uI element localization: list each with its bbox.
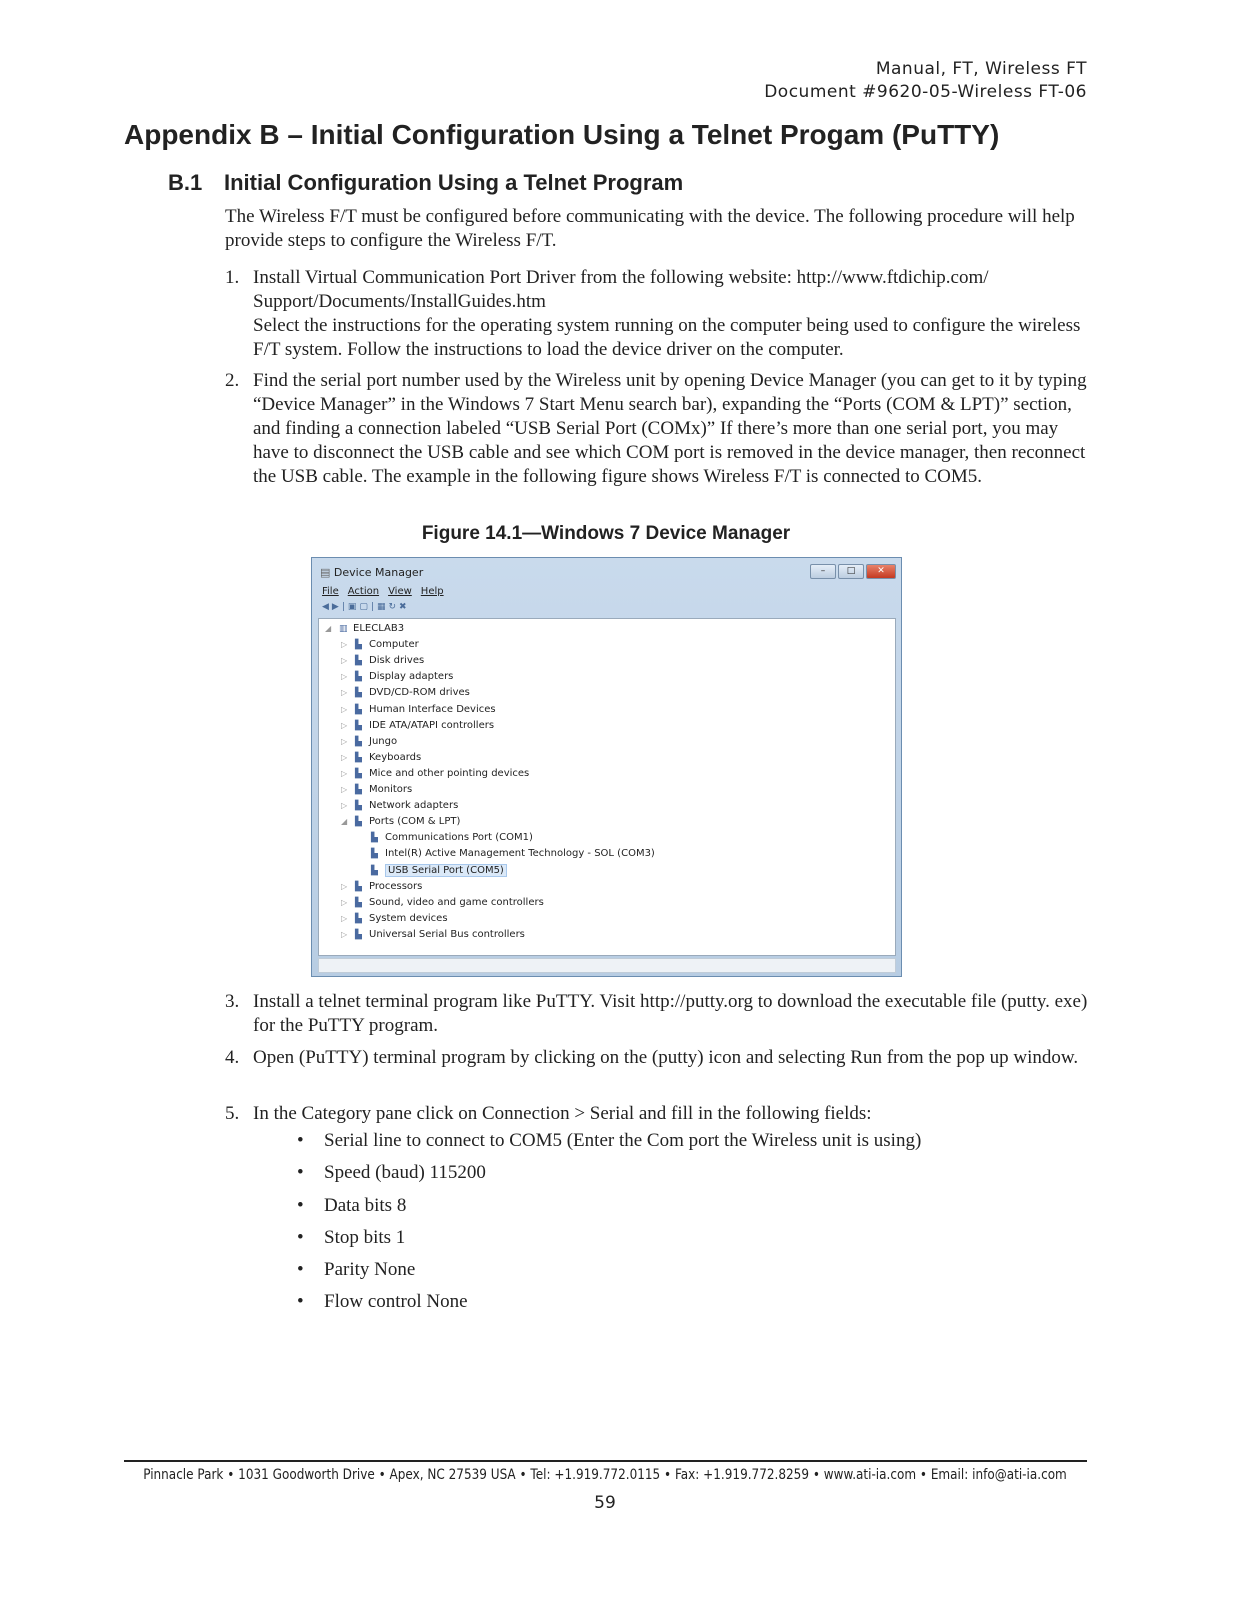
tree-item-label: Sound, video and game controllers	[369, 896, 544, 908]
tree-item-label: Computer	[369, 639, 419, 651]
header-document: Document #9620-05-Wireless FT-06	[764, 82, 1087, 102]
tree-item-label: Intel(R) Active Management Technology - SOL (COM3)	[385, 848, 655, 860]
bullet-icon: •	[297, 1162, 304, 1183]
back-icon[interactable]: ◀	[322, 602, 332, 612]
maximize-button[interactable]: □	[838, 564, 864, 579]
step-4	[225, 1046, 1095, 1070]
expand-toggle-icon[interactable]: ▷	[341, 881, 348, 891]
device-icon: ▙	[355, 640, 362, 651]
menu-help[interactable]: Help	[420, 586, 444, 597]
tree-item-label: DVD/CD-ROM drives	[369, 687, 470, 699]
footer-divider	[124, 1460, 1087, 1462]
bullet-text: Serial line to connect to COM5 (Enter the Com port the Wireless unit is using)	[324, 1130, 922, 1151]
bullet-icon: •	[297, 1195, 304, 1216]
tree-item[interactable]	[341, 734, 397, 750]
toolbar: ◀▶|▣▢|▦↻✖	[322, 602, 410, 612]
tree-item-label: Display adapters	[369, 671, 454, 683]
step-2	[225, 369, 1095, 489]
device-icon: ▥	[339, 624, 348, 634]
tree-item-label: Processors	[369, 880, 423, 892]
bullet-text: Speed (baud) 115200	[324, 1162, 486, 1183]
close-button[interactable]: ✕	[866, 564, 896, 579]
device-icon: ▙	[355, 785, 362, 795]
menu-action[interactable]: Action	[347, 586, 380, 597]
bullet-icon: •	[297, 1291, 304, 1312]
tree-item[interactable]	[341, 766, 529, 782]
device-icon: ▙	[355, 704, 362, 715]
device-manager-screenshot	[311, 557, 902, 977]
device-icon: ▙	[371, 833, 378, 844]
footer-contact: Pinnacle Park • 1031 Goodworth Drive • Apex, NC 27539 USA • Tel: +1.919.772.0115 • Fax: +1.919.772.8259 • www.ati-ia.com • Email: info@ati-ia.com	[143, 1467, 1067, 1483]
bullet-icon: •	[297, 1259, 304, 1280]
step-text: Open (PuTTY) terminal program by clicking on the (putty) icon and selecting Run from the pop up window.	[253, 1047, 1079, 1068]
bullet-text: Parity None	[324, 1259, 416, 1280]
minimize-button[interactable]: –	[810, 564, 836, 579]
menu-view[interactable]: View	[388, 586, 412, 597]
tree-item[interactable]	[341, 927, 525, 943]
step-number: 1.	[225, 267, 240, 288]
header-manual: Manual, FT, Wireless FT	[875, 59, 1087, 79]
bullet-text: Data bits 8	[324, 1195, 407, 1216]
tree-port-item[interactable]	[357, 863, 507, 879]
expand-toggle-icon[interactable]: ◢	[325, 624, 332, 633]
bullet-item	[297, 1129, 921, 1153]
expand-toggle-icon[interactable]: ▷	[341, 801, 348, 811]
tree-port-item[interactable]	[357, 846, 655, 862]
properties-icon[interactable]: ▣	[347, 602, 360, 612]
step-number: 4.	[225, 1047, 240, 1068]
menu-file[interactable]: File	[322, 586, 339, 597]
tree-root[interactable]	[325, 621, 404, 637]
tree-item-label: Jungo	[369, 735, 398, 747]
tree-item[interactable]	[341, 814, 460, 830]
device-icon: ▙	[371, 865, 378, 876]
update-driver-icon[interactable]: ↻	[388, 602, 400, 612]
window-title	[320, 566, 423, 579]
device-icon: ▙	[355, 688, 362, 699]
scan-icon[interactable]: ▦	[376, 602, 389, 612]
device-icon: ▙	[355, 801, 362, 812]
step-3	[225, 990, 1095, 1038]
device-manager-icon: ▤	[320, 566, 334, 579]
device-icon: ▙	[355, 752, 362, 763]
window-title-text: Device Manager	[333, 566, 424, 579]
expand-toggle-icon[interactable]: ◢	[341, 817, 348, 827]
device-icon: ▙	[371, 849, 378, 860]
tree-item[interactable]	[341, 669, 453, 685]
tree-item[interactable]	[341, 637, 419, 653]
device-icon: ▙	[355, 817, 362, 828]
page-number: 59	[594, 1493, 616, 1513]
expand-toggle-icon[interactable]: ▷	[341, 929, 348, 939]
expand-toggle-icon[interactable]: ▷	[341, 736, 348, 746]
step-text: Select the instructions for the operating system running on the computer being used to configure the wireless F/T system. Follow the instructions to load the device driver on the computer.	[253, 315, 1081, 360]
tree-item-label: ELECLAB3	[353, 623, 405, 634]
tree-item-label: Ports (COM & LPT)	[369, 816, 461, 828]
bullet-text: Flow control None	[324, 1291, 468, 1312]
expand-toggle-icon[interactable]: ▷	[341, 720, 348, 730]
tree-item-label: Human Interface Devices	[369, 703, 496, 715]
tree-item-label: Keyboards	[369, 751, 422, 763]
expand-toggle-icon[interactable]: ▷	[341, 913, 348, 923]
expand-toggle-icon[interactable]: ▷	[341, 752, 348, 762]
step-number: 2.	[225, 370, 240, 391]
expand-toggle-icon[interactable]: ▷	[341, 656, 348, 666]
step-number: 5.	[225, 1103, 240, 1124]
device-icon: ▙	[355, 656, 362, 667]
expand-toggle-icon[interactable]: ▷	[341, 768, 348, 778]
section-heading	[168, 170, 683, 196]
help-icon[interactable]: ▢	[359, 602, 371, 612]
page-header	[764, 58, 1087, 104]
uninstall-icon[interactable]: ✖	[399, 602, 410, 612]
tree-item[interactable]	[341, 895, 544, 911]
expand-toggle-icon[interactable]: ▷	[341, 785, 348, 794]
step-text: In the Category pane click on Connection > Serial and fill in the following fields:	[253, 1103, 872, 1124]
tree-item-label: Communications Port (COM1)	[385, 832, 533, 844]
tree-item-label: Monitors	[369, 784, 413, 795]
tree-item-label: Universal Serial Bus controllers	[369, 928, 525, 940]
tree-item[interactable]	[341, 750, 421, 766]
section-number: B.1	[168, 170, 203, 195]
device-icon: ▙	[355, 672, 362, 683]
appendix-title: Appendix B – Initial Configuration Using a Telnet Progam (PuTTY)	[124, 119, 1000, 150]
forward-icon[interactable]: ▶	[331, 602, 342, 612]
tree-item-label: IDE ATA/ATAPI controllers	[369, 719, 495, 731]
tree-item[interactable]	[341, 685, 470, 701]
tree-item-label: Mice and other pointing devices	[369, 767, 530, 779]
expand-toggle-icon[interactable]: ▷	[341, 688, 348, 698]
device-icon: ▙	[355, 897, 362, 908]
device-icon: ▙	[355, 736, 362, 747]
tree-item[interactable]	[341, 653, 424, 669]
figure-caption: Figure 14.1—Windows 7 Device Manager	[421, 523, 791, 544]
tree-item-label: Network adapters	[369, 800, 459, 812]
bullet-icon: •	[297, 1130, 304, 1151]
tree-item-label: System devices	[369, 912, 448, 924]
status-bar	[318, 958, 896, 973]
menu-bar	[322, 586, 453, 597]
step-text: Install Virtual Communication Port Driver from the following website: http://www.ftdichip.com/ Support/Documents/InstallGuides.htm	[253, 267, 989, 312]
bullet-item	[297, 1161, 486, 1185]
tree-item[interactable]	[341, 798, 458, 814]
step-5	[225, 1102, 1095, 1126]
bullet-icon: •	[297, 1227, 304, 1248]
device-icon: ▙	[355, 913, 362, 924]
step-number: 3.	[225, 991, 240, 1012]
expand-toggle-icon[interactable]: ▷	[341, 704, 348, 714]
device-icon: ▙	[355, 929, 362, 940]
device-icon: ▙	[355, 881, 362, 892]
expand-toggle-icon[interactable]: ▷	[341, 897, 348, 907]
expand-toggle-icon[interactable]: ▷	[341, 672, 348, 682]
tree-item[interactable]	[341, 718, 494, 734]
tree-port-item[interactable]	[357, 830, 533, 846]
bullet-text: Stop bits 1	[324, 1227, 406, 1248]
step-text: Install a telnet terminal program like PuTTY. Visit http://putty.org to download the executable file (putty. exe) for the PuTTY program.	[253, 991, 1088, 1036]
tree-item-label: Disk drives	[369, 655, 425, 667]
intro-paragraph: The Wireless F/T must be configured before communicating with the device. The following procedure will help provide steps to configure the Wireless F/T.	[225, 206, 1075, 251]
tree-item[interactable]	[341, 702, 496, 718]
tree-item-label: USB Serial Port (COM5)	[385, 864, 507, 877]
device-icon: ▙	[355, 720, 362, 731]
device-icon: ▙	[355, 768, 362, 779]
device-tree	[318, 618, 896, 956]
section-title: Initial Configuration Using a Telnet Program	[224, 170, 684, 195]
bullet-item	[297, 1258, 415, 1282]
tree-item[interactable]	[341, 782, 412, 798]
tree-item[interactable]	[341, 879, 422, 895]
step-1	[225, 266, 1095, 362]
bullet-item	[297, 1226, 405, 1250]
bullet-item	[297, 1290, 468, 1314]
step-text: Find the serial port number used by the Wireless unit by opening Device Manager (you can get to it by typing “Device Manager” in the Windows 7 Start Menu search bar), expanding the “Ports (COM & LPT)” section, and finding a connection labeled “USB Serial Port (COMx)” If there’s more than one serial port, you may have to disconnect the USB cable and see which COM port is removed in the device manager, then reconnect the USB cable. The example in the following figure shows Wireless F/T is connected to COM5.	[253, 370, 1087, 487]
expand-toggle-icon[interactable]: ▷	[341, 640, 348, 650]
tree-item[interactable]	[341, 911, 448, 927]
bullet-item	[297, 1194, 406, 1218]
